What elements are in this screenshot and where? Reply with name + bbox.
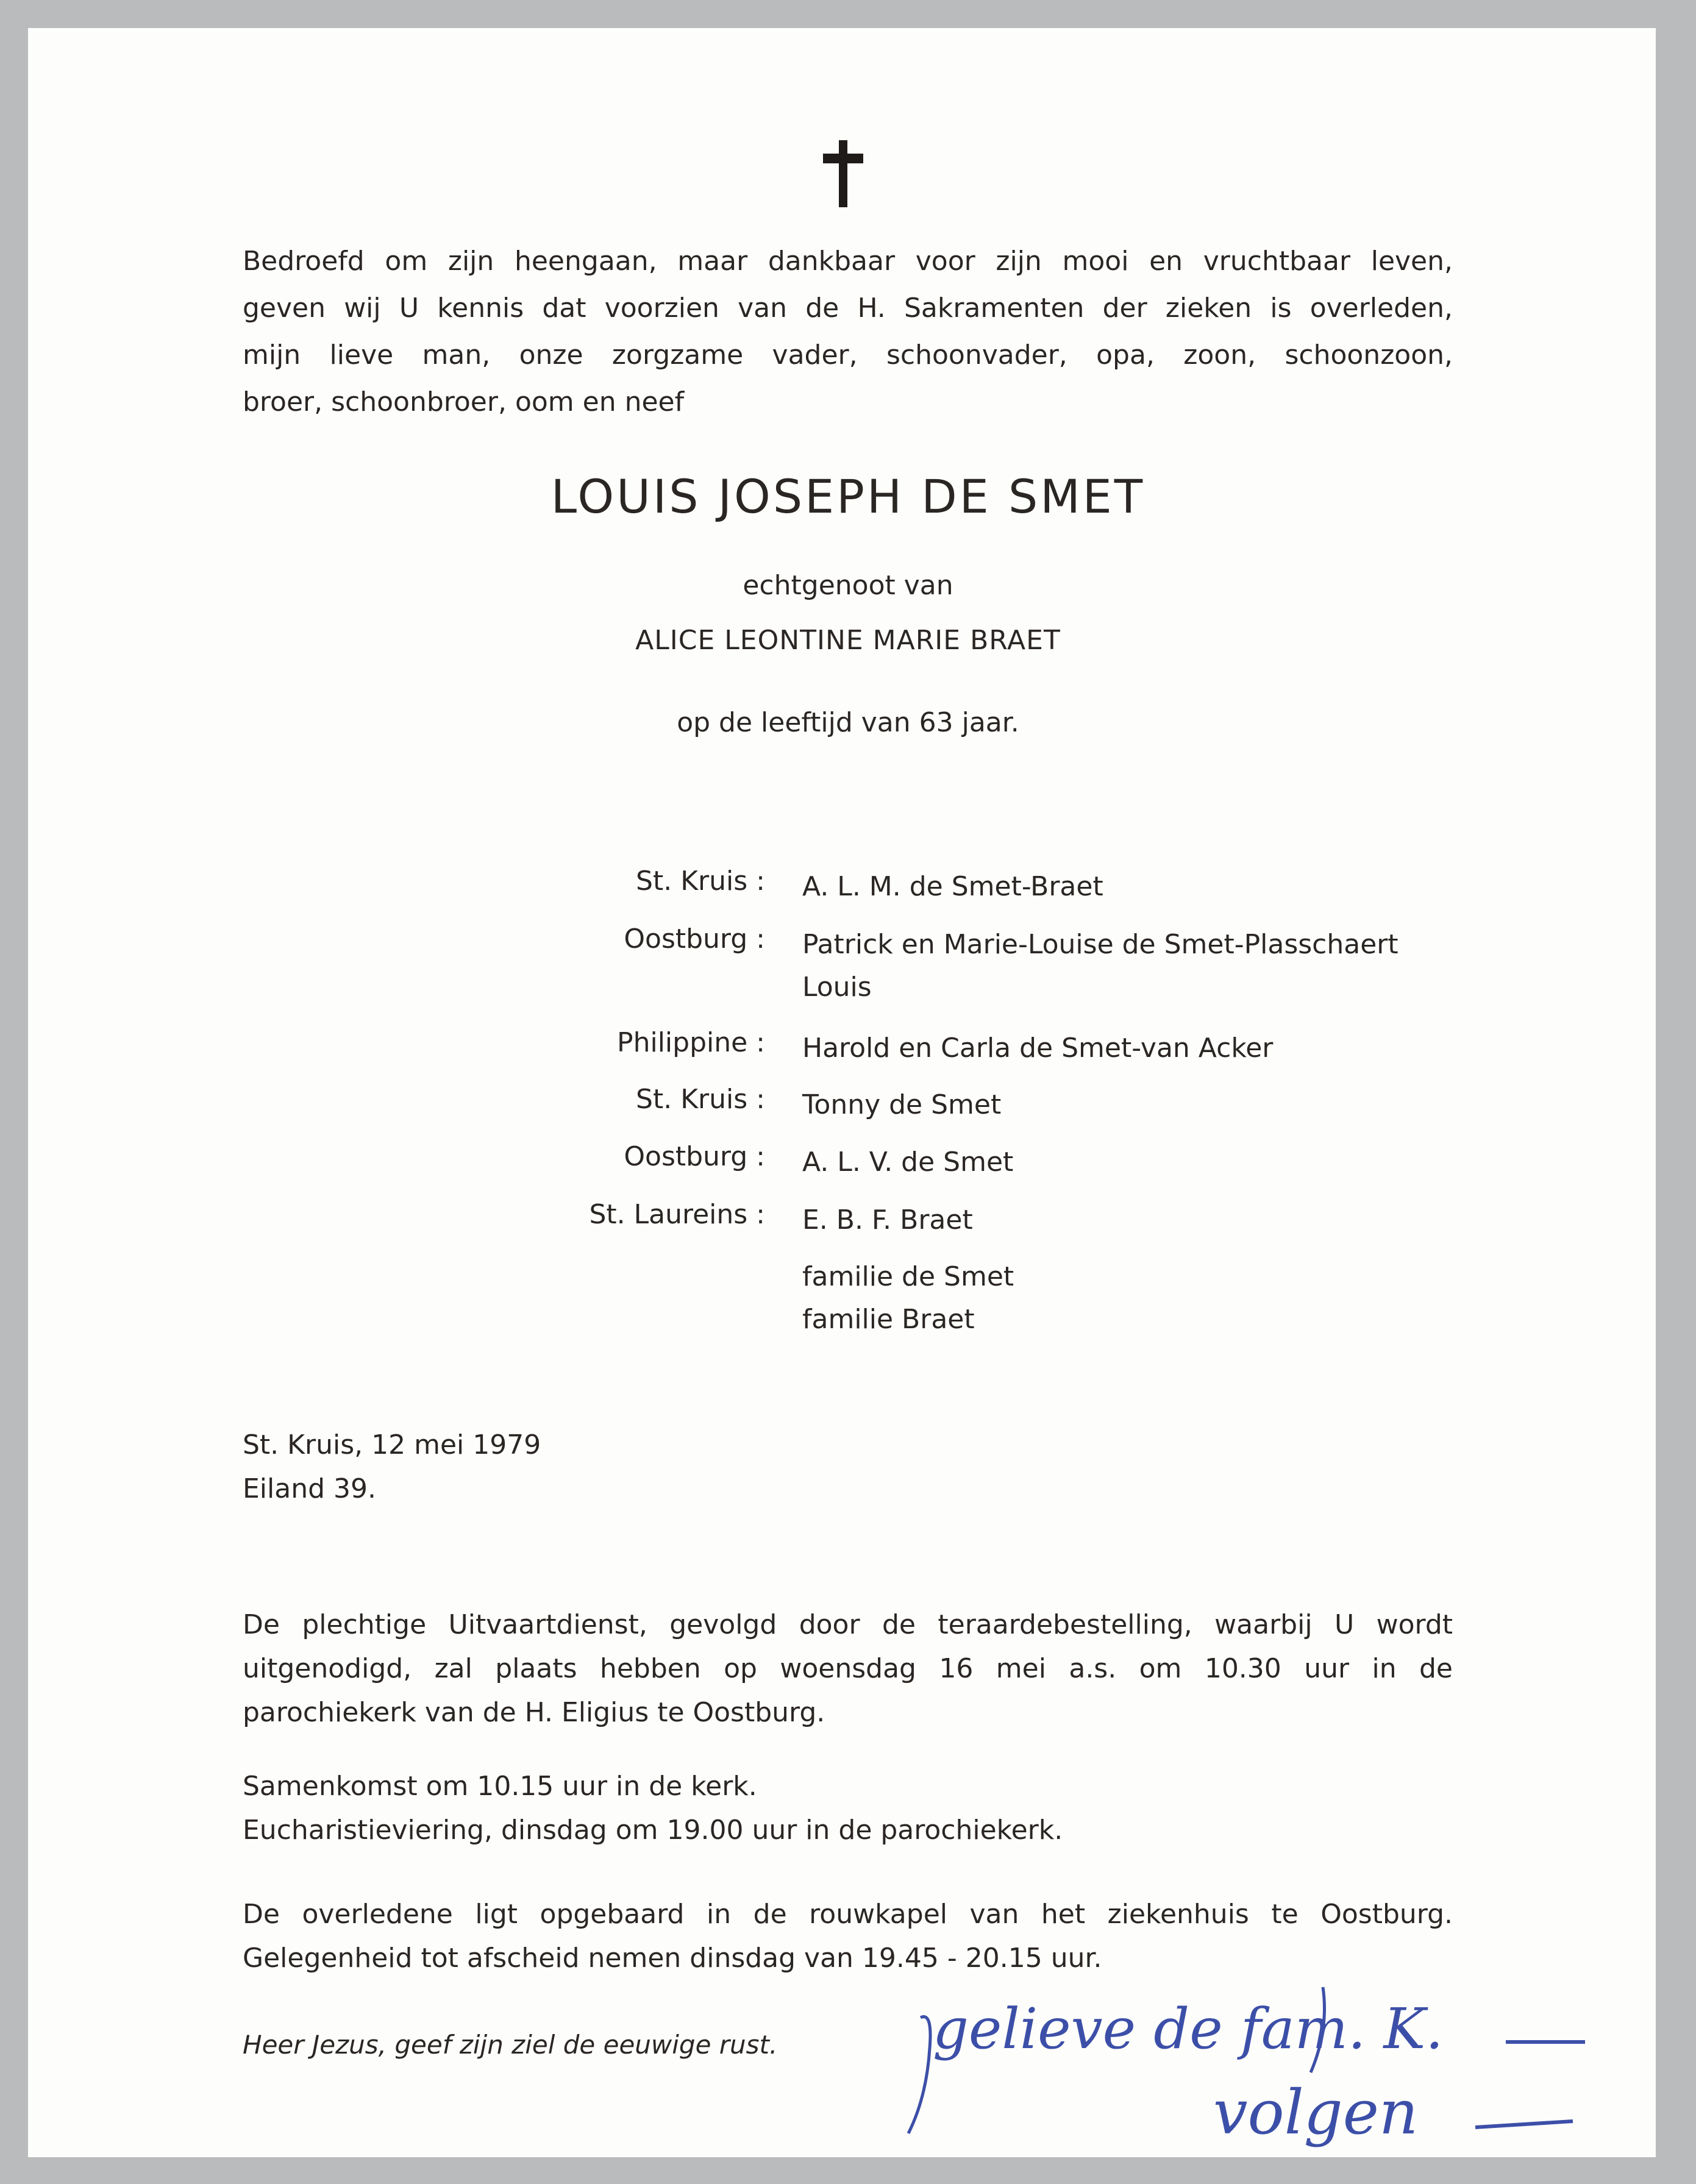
viewing-line: Gelegenheid tot afscheid nemen dinsdag van 19.45 - 20.15 uur. — [243, 1943, 1102, 1974]
gathering-line: Eucharistieviering, dinsdag om 19.00 uur in de parochiekerk. — [243, 1815, 1063, 1846]
handwritten-note — [896, 1975, 1603, 2158]
family-name: Patrick en Marie-Louise de Smet-Plasschaert — [802, 929, 1398, 960]
date-location — [243, 1423, 541, 1511]
viewing-line: De overledene ligt opgebaard in de rouwkapel van het ziekenhuis te Oostburg. — [243, 1899, 1453, 1930]
service-line: De plechtige Uitvaartdienst, gevolgd door de teraardebestelling, waarbij U wordt — [243, 1609, 1453, 1640]
service-line: uitgenodigd, zal plaats hebben op woensdag 16 mei a.s. om 10.30 uur in de — [243, 1653, 1453, 1684]
service-line: parochiekerk van de H. Eligius te Oostburg. — [243, 1697, 825, 1728]
date-line: St. Kruis, 12 mei 1979 — [243, 1429, 541, 1460]
spouse-label: echtgenoot van — [743, 570, 953, 601]
family-place: St. Laureins : — [589, 1199, 765, 1230]
intro-line: Bedroefd om zijn heengaan, maar dankbaar voor zijn mooi en vruchtbaar leven, — [243, 246, 1453, 277]
family-name: A. L. M. de Smet-Braet — [802, 871, 1103, 902]
family-place: Philippine : — [617, 1027, 765, 1058]
family-name: familie Braet — [802, 1304, 975, 1335]
gathering-line: Samenkomst om 10.15 uur in de kerk. — [243, 1771, 757, 1802]
family-names — [802, 923, 1398, 1009]
family-place: St. Kruis : — [636, 1084, 765, 1115]
intro-line: geven wij U kennis dat voorzien van de H. Sakramenten der zieken is overleden, — [243, 293, 1453, 324]
family-name: E. B. F. Braet — [802, 1204, 973, 1236]
family-names — [802, 866, 1103, 908]
family-names — [802, 1256, 1014, 1341]
deceased-name: LOUIS JOSEPH DE SMET — [550, 469, 1146, 524]
family-name: A. L. V. de Smet — [802, 1147, 1014, 1178]
closing-prayer: Heer Jezus, geef zijn ziel de eeuwige rust. — [243, 2030, 778, 2060]
intro-paragraph — [243, 238, 1453, 425]
intro-line: broer, schoonbroer, oom en neef — [243, 386, 685, 418]
handwritten-line-1: gelieve de fam. K. — [933, 1996, 1444, 2061]
family-name: Tonny de Smet — [802, 1089, 1002, 1120]
family-names — [802, 1084, 1001, 1126]
address-line: Eiland 39. — [243, 1473, 376, 1504]
spouse-name: ALICE LEONTINE MARIE BRAET — [635, 625, 1061, 656]
service-paragraph — [243, 1603, 1453, 1735]
intro-line: mijn lieve man, onze zorgzame vader, schoonvader, opa, zoon, schoonzoon, — [243, 340, 1453, 371]
gathering-paragraph — [243, 1765, 1453, 1852]
cross-icon — [816, 140, 871, 207]
viewing-paragraph — [243, 1893, 1453, 1980]
family-names — [802, 1199, 973, 1242]
family-names — [802, 1141, 1013, 1184]
family-name: Harold en Carla de Smet-van Acker — [802, 1033, 1274, 1064]
family-name: Louis — [802, 972, 872, 1003]
family-names — [802, 1027, 1273, 1070]
family-place: Oostburg : — [624, 1141, 765, 1172]
family-place: St. Kruis : — [636, 866, 765, 897]
family-name: familie de Smet — [802, 1261, 1014, 1292]
family-place: Oostburg : — [624, 923, 765, 955]
handwritten-line-2: volgen — [1213, 2077, 1419, 2148]
age-text: op de leeftijd van 63 jaar. — [677, 707, 1019, 738]
